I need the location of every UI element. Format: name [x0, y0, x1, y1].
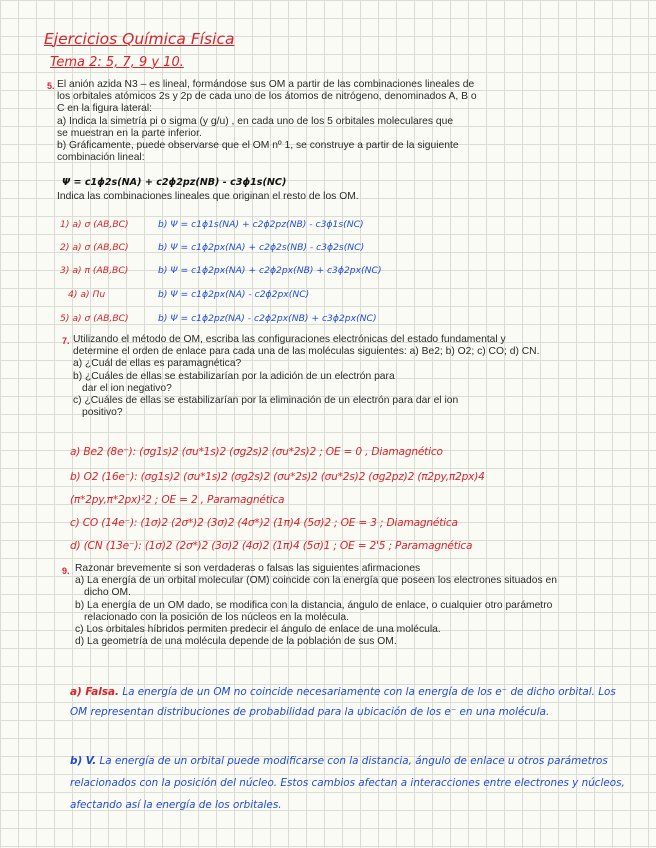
ex7-answer-b-cont: (π*2py,π*2px)²2 ; OE = 2 , Paramagnética: [70, 494, 285, 506]
statement-line: dicho OM.: [84, 587, 131, 599]
statement-line: b) Gráficamente, puede observarse que el OM nº 1, se construye a partir de la siguiente: [57, 140, 459, 152]
ex9-answer-a-label: a) Falsa.: [70, 686, 119, 698]
exercise-5-question: Indica las combinaciones lineales que originan el resto de los OM.: [57, 191, 359, 202]
page-title: Ejercicios Química Física: [44, 30, 235, 48]
statement-line: a) ¿Cuál de ellas es paramagnética?: [73, 358, 242, 370]
statement-line: C en la figura lateral:: [57, 103, 153, 115]
statement-line: b) La energía de un OM dado, se modifica con la distancia, ángulo de enlace, o cualquier otro parámetro: [75, 599, 553, 611]
ex9-answer-b: [70, 750, 630, 816]
ex5-answer-3a: 3) a) π (AB,BC): [60, 265, 129, 276]
statement-line: c) ¿Cuáles de ellas se estabilizarían por la eliminación de un electrón para dar el ion: [73, 395, 459, 407]
statement-line: a) La energía de un orbital molecular (OM) coincide con la energía que poseen los electrones situados en: [75, 575, 557, 587]
ex9-answer-b-label: b) V.: [70, 755, 97, 767]
exercise-5-number: 5.: [47, 81, 55, 91]
ex7-answer-c: c) CO (14e⁻): (1σ)2 (2σ*)2 (3σ)2 (4σ*)2 (1π)4 (5σ)2 ; OE = 3 ; Diamagnética: [70, 517, 458, 529]
exercise-5-statement: [57, 79, 477, 164]
ex5-answer-3b: b) Ψ = c1ϕ2px(NA) + c2ϕ2px(NB) + c3ϕ2px(NC): [158, 265, 382, 276]
statement-line: El anión azida N3 – es lineal, formándose sus OM a partir de las combinaciones lineales de: [57, 79, 475, 90]
ex7-answer-d: d) (CN (13e⁻): (1σ)2 (2σ*)2 (3σ)2 (4σ)2 (1π)4 (5σ)1 ; OE = 2'5 ; Paramagnética: [70, 540, 473, 552]
statement-line: d) La geometría de una molécula depende de la población de sus OM.: [75, 636, 397, 648]
statement-line: determine el orden de enlace para cada una de las moléculas siguientes: a) Be2; b) O2; c) CO; d) CN.: [73, 346, 540, 358]
ex7-answer-b: b) O2 (16e⁻): (σg1s)2 (σu*1s)2 (σg2s)2 (σu*2s)2 (σu*2s)2 (σg2pz)2 (π2py,π2px)4: [70, 471, 485, 483]
ex5-answer-1a: 1) a) σ (AB,BC): [60, 219, 129, 230]
statement-line: dar el ion negativo?: [82, 382, 172, 394]
statement-line: los orbitales atómicos 2s y 2p de cada uno de los átomos de nitrógeno, denominados A, B o: [57, 91, 477, 103]
page-subtitle: Tema 2: 5, 7, 9 y 10.: [50, 55, 184, 70]
exercise-7-number: 7.: [62, 336, 70, 346]
exercise-9-statement: [75, 563, 557, 648]
statement-line: se muestran en la parte inferior.: [57, 127, 202, 139]
statement-line: b) ¿Cuáles de ellas se estabilizarían por la adición de un electrón para: [73, 370, 395, 382]
ex5-answer-4b: b) Ψ = c1ϕ2px(NA) - c2ϕ2px(NC): [158, 289, 310, 300]
ex9-answer-b-text: La energía de un orbital puede modificarse con la distancia, ángulo de enlace u otros parámetros relacionados con la posición del núcleo. Estos cambios afectan a interacciones entre electrones y núcleos, afectando así la energía de los orbitales.: [70, 755, 625, 811]
statement-line: relacionado con la posición de los núcleos en la molécula.: [84, 611, 350, 623]
ex7-answer-a: a) Be2 (8e⁻): (σg1s)2 (σu*1s)2 (σg2s)2 (σu*2s)2 ; OE = 0 , Diamagnético: [70, 446, 443, 458]
ex5-answer-2a: 2) a) σ (AB,BC): [60, 242, 129, 253]
ex5-answer-4a: 4) a) Πu: [68, 289, 106, 300]
statement-line: Utilizando el método de OM, escriba las configuraciones electrónicas del estado fundamental y: [73, 334, 506, 345]
statement-line: combinación lineal:: [57, 152, 145, 164]
ex9-answer-a: [70, 682, 630, 722]
exercise-5-formula: Ψ = c1ϕ2s(NA) + c2ϕ2pz(NB) - c3ϕ1s(NC): [62, 177, 287, 188]
statement-line: positivo?: [82, 407, 123, 419]
exercise-9-number: 9.: [62, 566, 70, 576]
exercise-7-statement: [73, 334, 539, 419]
ex5-answer-5a: 5) a) σ (AB,BC): [60, 313, 129, 324]
statement-line: Razonar brevemente si son verdaderas o falsas las siguientes afirmaciones: [75, 563, 421, 574]
statement-line: c) Los orbitales híbridos permiten predecir el ángulo de enlace de una molécula.: [75, 624, 441, 636]
statement-line: a) Indica la simetría pi o sigma (y g/u) , en cada uno de los 5 orbitales moleculares que: [57, 115, 454, 127]
ex5-answer-2b: b) Ψ = c1ϕ2px(NA) + c2ϕ2s(NB) - c3ϕ2s(NC): [158, 242, 365, 253]
ex9-answer-a-text: La energía de un OM no coincide necesariamente con la energía de los e⁻ de dicho orbital. Los OM representan distribuciones de probabilidad para la ubicación de los e⁻ en una molécula.: [70, 686, 616, 718]
ex5-answer-5b: b) Ψ = c1ϕ2pz(NA) - c2ϕ2px(NB) + c3ϕ2px(NC): [158, 313, 377, 324]
ex5-answer-1b: b) Ψ = c1ϕ1s(NA) + c2ϕ2pz(NB) - c3ϕ1s(NC): [158, 219, 364, 230]
